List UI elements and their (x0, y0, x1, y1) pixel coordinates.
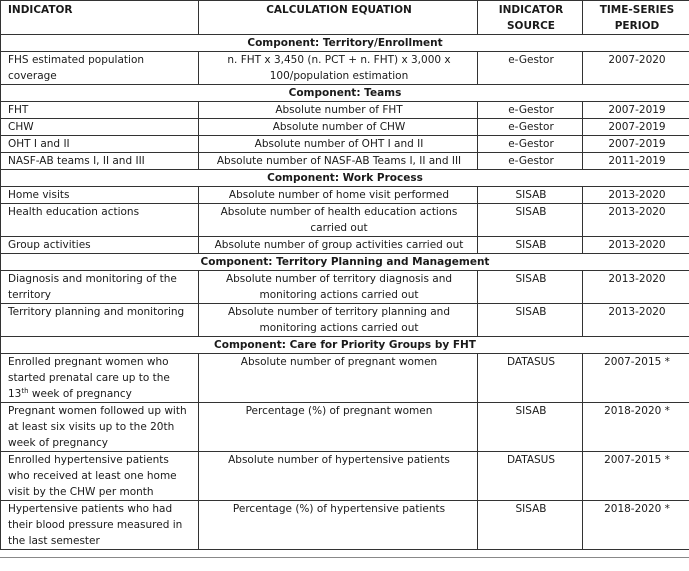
indicator-cell: CHW (1, 119, 199, 136)
period-cell: 2018-2020 * (583, 403, 689, 452)
calculation-cell: Absolute number of FHT (199, 102, 478, 119)
indicator-cell: Home visits (1, 187, 199, 204)
source-cell: SISAB (478, 304, 583, 337)
calculation-cell: Percentage (%) of hypertensive patients (199, 501, 478, 550)
calculation-cell: Absolute number of NASF-AB Teams I, II and III (199, 153, 478, 170)
period-cell: 2018-2020 * (583, 501, 689, 550)
component-row (1, 85, 689, 102)
period-cell: 2007-2015 * (583, 452, 689, 501)
source-cell: e-Gestor (478, 102, 583, 119)
header-indicator: INDICATOR (1, 1, 199, 35)
component-title: Component: Territory Planning and Management (1, 254, 689, 271)
table-row (1, 52, 689, 85)
table-row (1, 403, 689, 452)
indicator-cell: OHT I and II (1, 136, 199, 153)
period-cell: 2013-2020 (583, 187, 689, 204)
header-calculation: CALCULATION EQUATION (199, 1, 478, 35)
header-period-line1: TIME-SERIES (599, 4, 675, 16)
table-row (1, 501, 689, 550)
component-row (1, 337, 689, 354)
indicator-cell: Hypertensive patients who had their blood pressure measured in the last semester (1, 501, 199, 550)
source-cell: SISAB (478, 403, 583, 452)
indicator-text-cont: week of pregnancy (28, 388, 132, 400)
calculation-cell: Absolute number of CHW (199, 119, 478, 136)
calculation-cell: Percentage (%) of pregnant women (199, 403, 478, 452)
source-cell: DATASUS (478, 354, 583, 403)
period-cell: 2007-2015 * (583, 354, 689, 403)
table-row (1, 136, 689, 153)
table-row (1, 187, 689, 204)
indicator-cell: Group activities (1, 237, 199, 254)
period-cell: 2013-2020 (583, 204, 689, 237)
header-period (583, 1, 689, 35)
source-cell: e-Gestor (478, 136, 583, 153)
table-row (1, 102, 689, 119)
calculation-cell: Absolute number of pregnant women (199, 354, 478, 403)
period-cell: 2007-2020 (583, 52, 689, 85)
source-cell: SISAB (478, 237, 583, 254)
indicator-cell: Diagnosis and monitoring of the territory (1, 271, 199, 304)
period-cell: 2013-2020 (583, 271, 689, 304)
calculation-cell: Absolute number of health education actions carried out (199, 204, 478, 237)
indicator-cell: Enrolled hypertensive patients who received at least one home visit by the CHW per month (1, 452, 199, 501)
table-row (1, 204, 689, 237)
header-source-line2: SOURCE (507, 20, 555, 32)
period-cell: 2013-2020 (583, 304, 689, 337)
table-row (1, 153, 689, 170)
header-period-line2: PERIOD (614, 20, 660, 32)
table-row (1, 304, 689, 337)
indicator-cell: Pregnant women followed up with at least six visits up to the 20th week of pregnancy (1, 403, 199, 452)
source-cell: e-Gestor (478, 153, 583, 170)
calculation-cell: Absolute number of OHT I and II (199, 136, 478, 153)
source-cell: SISAB (478, 501, 583, 550)
source-cell: SISAB (478, 271, 583, 304)
calculation-cell: n. FHT x 3,450 (n. PCT + n. FHT) x 3,000 x 100/population estimation (199, 52, 478, 85)
indicator-cell: Health education actions (1, 204, 199, 237)
table-body (1, 35, 689, 550)
table-row (1, 237, 689, 254)
indicator-text: Enrolled pregnant women who started prenatal care up to the 13 (8, 356, 170, 400)
component-title: Component: Work Process (1, 170, 689, 187)
period-cell: 2007-2019 (583, 102, 689, 119)
indicator-cell: Territory planning and monitoring (1, 304, 199, 337)
component-title: Component: Territory/Enrollment (1, 35, 689, 52)
table-row (1, 271, 689, 304)
component-title: Component: Care for Priority Groups by FHT (1, 337, 689, 354)
calculation-cell: Absolute number of group activities carried out (199, 237, 478, 254)
indicator-cell (1, 354, 199, 403)
ordinal-suffix: th (21, 387, 29, 395)
source-cell: SISAB (478, 187, 583, 204)
period-cell: 2007-2019 (583, 119, 689, 136)
component-row (1, 35, 689, 52)
calculation-cell: Absolute number of territory diagnosis and monitoring actions carried out (199, 271, 478, 304)
header-source-line1: INDICATOR (498, 4, 564, 16)
period-cell: 2011-2019 (583, 153, 689, 170)
source-cell: e-Gestor (478, 119, 583, 136)
table-row (1, 452, 689, 501)
calculation-cell: Absolute number of territory planning and monitoring actions carried out (199, 304, 478, 337)
period-cell: 2007-2019 (583, 136, 689, 153)
table-row (1, 119, 689, 136)
source-cell: e-Gestor (478, 52, 583, 85)
calculation-cell: Absolute number of home visit performed (199, 187, 478, 204)
source-cell: SISAB (478, 204, 583, 237)
table-header (1, 1, 689, 35)
component-row (1, 170, 689, 187)
source-cell: DATASUS (478, 452, 583, 501)
component-title: Component: Teams (1, 85, 689, 102)
indicator-cell: NASF-AB teams I, II and III (1, 153, 199, 170)
header-source (478, 1, 583, 35)
indicator-cell: FHT (1, 102, 199, 119)
calculation-cell: Absolute number of hypertensive patients (199, 452, 478, 501)
page-divider (0, 557, 689, 558)
period-cell: 2013-2020 (583, 237, 689, 254)
component-row (1, 254, 689, 271)
table-row (1, 354, 689, 403)
indicator-cell: FHS estimated population coverage (1, 52, 199, 85)
